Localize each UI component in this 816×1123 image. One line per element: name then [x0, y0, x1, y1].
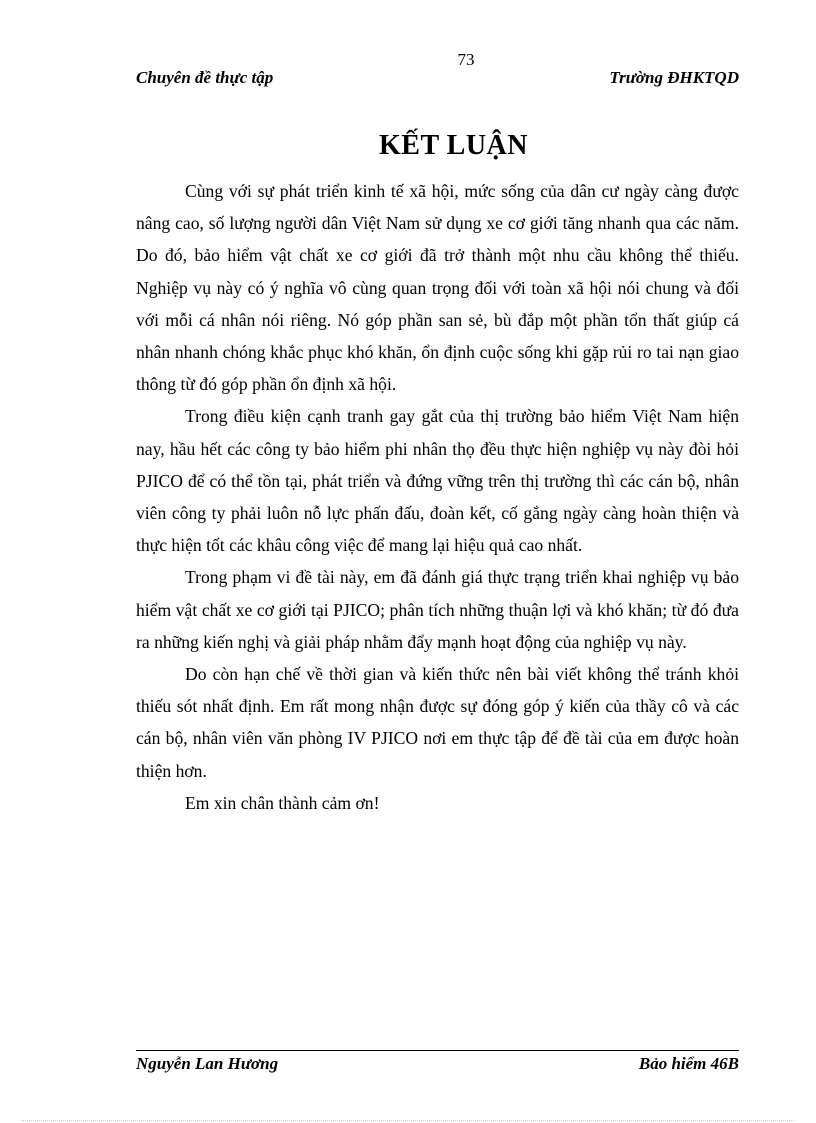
footer-author: Nguyễn Lan Hương	[136, 1054, 279, 1073]
page-bottom-border	[22, 1120, 794, 1121]
closing-line: Em xin chân thành cảm ơn!	[185, 792, 380, 813]
paragraph: Do còn hạn chế về thời gian và kiến thức nên bài viết không thể tránh khỏi thiếu sót nhất định. Em rất mong nhận được sự đóng góp ý kiến của thầy cô và các cán bộ, nhân viên văn phòng IV PJICO nơi em thực tập để đề tài của em được hoàn thiện hơn.	[136, 664, 739, 781]
paragraph: Trong điều kiện cạnh tranh gay gắt của thị trường bảo hiểm Việt Nam hiện nay, hầu hết các công ty bảo hiểm phi nhân thọ đều thực hiện nghiệp vụ này đòi hỏi PJICO để có thể tồn tại, phát triển và đứng vững trên thị trường thì các cán bộ, nhân viên công ty phải luôn nỗ lực phấn đấu, đoàn kết, cố gắng ngày càng hoàn thiện và thực hiện tốt các khâu công việc để mang lại hiệu quả cao nhất.	[136, 406, 739, 556]
footer-divider	[136, 1050, 739, 1051]
conclusion-body	[136, 175, 739, 819]
header-university: Trường ĐHKTQD	[609, 68, 739, 87]
section-title: KẾT LUẬN	[379, 130, 528, 161]
footer-class: Bảo hiểm 46B	[638, 1054, 739, 1073]
page-number: 73	[457, 50, 475, 69]
header-document-type: Chuyên đề thực tập	[136, 68, 274, 87]
page-footer	[136, 1054, 739, 1078]
paragraph: Cùng với sự phát triển kinh tế xã hội, mức sống của dân cư ngày càng được nâng cao, số lượng người dân Việt Nam sử dụng xe cơ giới tăng nhanh qua các năm. Do đó, bảo hiểm vật chất xe cơ giới đã trở thành một nhu cầu không thể thiếu. Nghiệp vụ này có ý nghĩa vô cùng quan trọng đối với toàn xã hội nói chung và đối với mỗi cá nhân nói riêng. Nó góp phần san sẻ, bù đắp một phần tổn thất giúp cá nhân nhanh chóng khắc phục khó khăn, ổn định cuộc sống khi gặp rủi ro tai nạn giao thông từ đó góp phần ổn định xã hội.	[136, 181, 739, 395]
page-header	[136, 68, 739, 92]
paragraph: Trong phạm vi đề tài này, em đã đánh giá thực trạng triển khai nghiệp vụ bảo hiểm vật chất xe cơ giới tại PJICO; phân tích những thuận lợi và khó khăn; từ đó đưa ra những kiến nghị và giải pháp nhằm đẩy mạnh hoạt động của nghiệp vụ này.	[136, 567, 739, 652]
